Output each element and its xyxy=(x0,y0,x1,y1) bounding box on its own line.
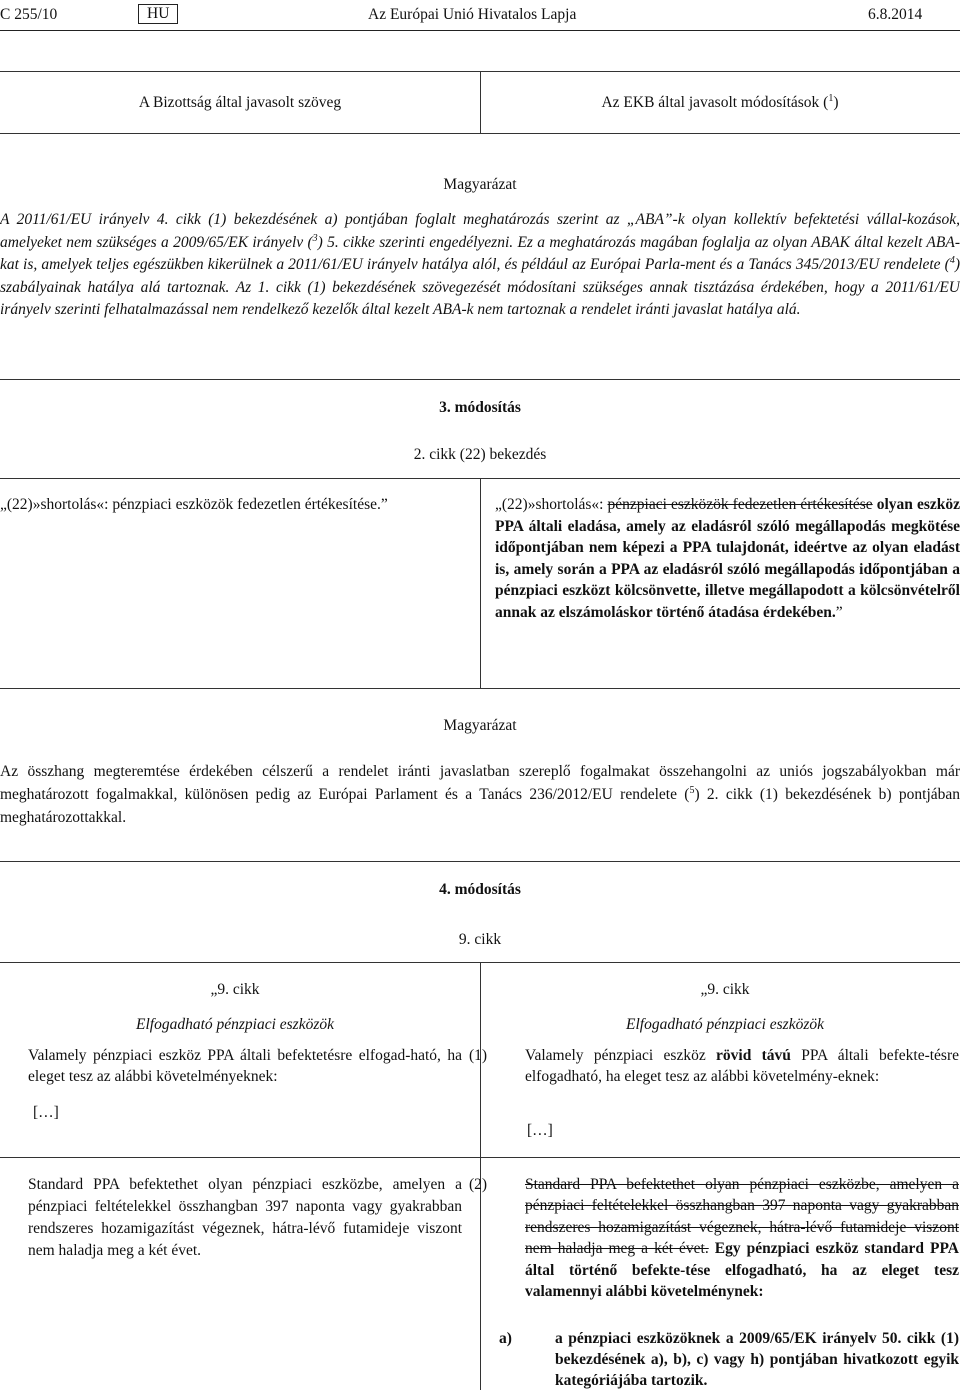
paragraph-number xyxy=(0,1045,28,1066)
explanation-text: Az összhang megteremtése érdekében célszerű a rendelet iránti javaslatban szereplő fogalmakat összehangolni az uniós jogszabályokban már meghatározott fogalmakkal, különösen pedig az Európai Parlament és a Tanács 236/2012/EU rendelete ( xyxy=(0,763,960,803)
explanation-paragraph xyxy=(0,760,960,829)
footnote-ref: 3 xyxy=(312,232,318,244)
footnote-ref: 5 xyxy=(689,784,695,796)
paragraph-text: Valamely pénzpiaci eszköz xyxy=(525,1047,717,1064)
column-divider xyxy=(480,478,481,688)
divider xyxy=(0,1157,960,1158)
paragraph-2 xyxy=(469,1174,959,1302)
paragraph-number: (2) xyxy=(469,1176,488,1193)
article-heading: „9. cikk xyxy=(210,981,260,998)
footnote-ref: 4 xyxy=(949,254,955,266)
right-heading-close: ) xyxy=(833,94,839,111)
article-heading: „9. cikk xyxy=(700,981,750,998)
right-column-heading xyxy=(480,92,960,113)
explanation-title: Magyarázat xyxy=(443,176,517,193)
divider xyxy=(0,133,960,134)
left-column-heading: A Bizottság által javasolt szöveg xyxy=(138,94,342,111)
publication-date: 6.8.2014 xyxy=(868,6,923,23)
explanation-text: A 2011/61/EU irányelv 4. cikk (1) bekezdésének a) pontjában foglalt meghatározás szerint az „ABA”-k olyan kollektív befektetési vállal-kozások, amelyeket nem szükséges a 2009/65/EK irányelv ( xyxy=(0,211,960,251)
paragraph-text: PPA általi befekte-tésre elfogadható, ha eleget tesz az alábbi követelmény-eknek: xyxy=(525,1047,960,1085)
journal-title: Az Európai Unió Hivatalos Lapja xyxy=(368,6,577,23)
point-a xyxy=(499,1328,959,1390)
right-heading-text: Az EKB által javasolt módosítások ( xyxy=(601,94,829,111)
amended-text xyxy=(495,494,960,624)
paragraph-number: (1) xyxy=(469,1047,488,1064)
inserted-text: rövid távú xyxy=(716,1047,791,1064)
paragraph-2 xyxy=(0,1174,462,1262)
deleted-text: Standard PPA befektethet olyan pénzpiaci eszközbe, amelyen a pénzpiaci feltételekkel összhangban 397 naponta vagy gyakrabban rendszeres hozamigazítást végeznek, hátra-lévő futamideje viszont nem haladja meg a két évet. xyxy=(525,1176,959,1258)
inserted-text: olyan eszköz PPA általi eladása, amely az eladásról szóló megállapodás megkötése időpontjában nem képezi a PPA tulajdonát, ideértve az olyan eladást is, amely során a PPA az eladásról szóló megállapodás időpontjában a pénzpiaci eszközt kölcsönvette, illetve megállapodott a kölcsönvételről annak az elszámoláskor történő átadása érdekében. xyxy=(495,496,960,621)
paragraph-1 xyxy=(0,1045,462,1087)
amendment-subtitle: 2. cikk (22) bekezdés xyxy=(413,446,547,463)
explanation-text: ) szabályainak hatálya alá tartoznak. Az 1. cikk (1) bekezdésének szövegezését módosítani szükséges annak tisztázása érdekében, hogy a 2011/61/EU irányelv szerinti felhatalmazással nem rendelkező kezelők által kezelt ABA-k nem tartoznak a rendelet iránti javaslat hatálya alá. xyxy=(0,256,960,318)
amendment-title xyxy=(0,879,960,900)
explanation-text: ) 2. cikk (1) bekezdésének b) pontjában meghatározottakkal. xyxy=(0,786,960,826)
divider xyxy=(0,379,960,380)
header-rule xyxy=(0,30,960,31)
paragraph-number xyxy=(0,1174,28,1196)
amendment-subtitle: 9. cikk xyxy=(458,931,502,948)
article-title: Elfogadható pénzpiaci eszközök xyxy=(625,1016,825,1033)
ellipsis: […] xyxy=(527,1122,553,1139)
paragraph-text: Valamely pénzpiaci eszköz PPA általi befektetésre elfogad-ható, ha eleget tesz az alábbi követelményeknek: xyxy=(28,1047,462,1085)
language-code: HU xyxy=(138,4,178,24)
paragraph-1 xyxy=(469,1045,960,1087)
footnote-ref: 1 xyxy=(828,92,834,104)
closing-quote: ” xyxy=(835,603,843,621)
article-title: Elfogadható pénzpiaci eszközök xyxy=(135,1016,335,1033)
explanation-text: ) 5. cikke szerinti engedélyezni. Ez a meghatározás magában foglalja az olyan ABAK által kezelt ABA-kat is, amelyek teljes egészükben kikerülnek a 2011/61/EU irányelv hatálya alól, és például az Európai Parla-ment és a Tanács 345/2013/EU rendelete ( xyxy=(0,233,960,273)
explanation-paragraph xyxy=(0,209,960,322)
deleted-text: pénzpiaci eszközök fedezetlen értékesítése xyxy=(607,496,873,513)
point-letter: a) xyxy=(499,1330,512,1347)
ellipsis: […] xyxy=(33,1104,59,1121)
amended-prefix: „(22)»shortolás«: xyxy=(495,496,608,513)
page-reference: C 255/10 xyxy=(0,6,58,23)
amendment-title xyxy=(0,397,960,418)
page-header xyxy=(0,4,960,26)
divider xyxy=(0,688,960,689)
divider xyxy=(0,861,960,862)
explanation-title: Magyarázat xyxy=(443,717,517,734)
proposed-text: „(22)»shortolás«: pénzpiaci eszközök fedezetlen értékesítése.” xyxy=(0,496,388,513)
inserted-text: Egy pénzpiaci eszköz standard PPA által történő befekte-tése elfogadható, ha az eleget tesz valamennyi alábbi követelménynek: xyxy=(525,1240,959,1301)
point-text: a pénzpiaci eszközöknek a 2009/65/EK irányelv 50. cikk (1) bekezdésének a), b), c) vagy h) pontjában hivatkozott egyik kategóriájába tartozik. xyxy=(555,1330,959,1389)
amendment-number: 3. módosítás xyxy=(439,399,521,416)
paragraph-text: Standard PPA befektethet olyan pénzpiaci eszközbe, amelyen a pénzpiaci feltételekkel összhangban 397 naponta vagy gyakrabban rendszeres hozamigazítást végeznek, hátra-lévő futamideje viszont nem haladja meg a két évet. xyxy=(28,1176,462,1259)
amendment-number: 4. módosítás xyxy=(439,881,521,898)
